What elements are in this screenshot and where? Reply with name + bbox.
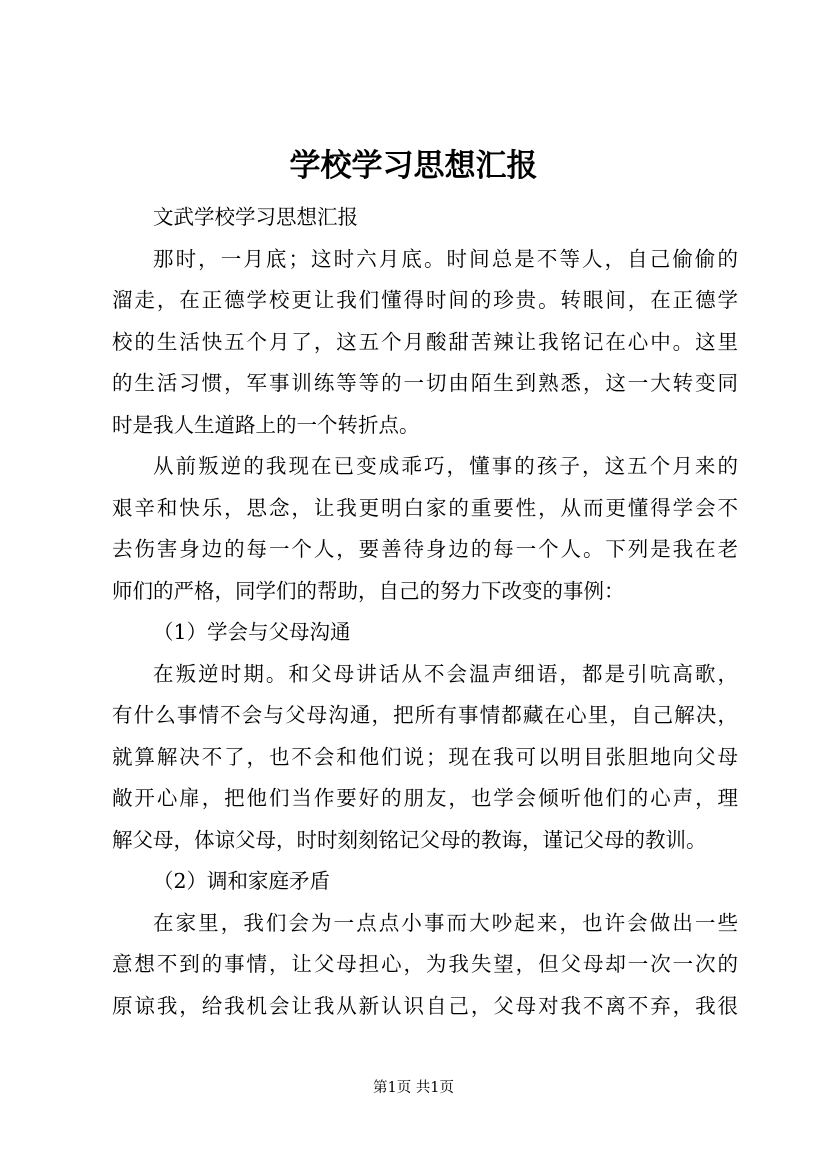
- paragraph-line: 就算解决不了，也不会和他们说；现在我可以明目张胆地向父母: [112, 744, 738, 769]
- section-heading-2: （2）调和家庭矛盾: [153, 869, 331, 893]
- document-title: 学校学习思想汇报: [289, 148, 538, 184]
- paragraph-line: 敞开心扉，把他们当作要好的朋友，也学会倾听他们的心声，理: [112, 786, 738, 810]
- paragraph-line: 那时，一月底；这时六月底。时间总是不等人，自己偷偷的: [153, 246, 738, 271]
- paragraph-line: 在家里，我们会为一点点小事而大吵起来，也许会做出一些: [153, 910, 738, 935]
- paragraph-line: 的生活习惯，军事训练等等的一切由陌生到熟悉，这一大转变同: [112, 371, 738, 395]
- paragraph-line: 有什么事情不会与父母沟通，把所有事情都藏在心里，自己解决，: [112, 703, 738, 727]
- paragraph-1: [112, 239, 738, 447]
- paragraph-line: 校的生活快五个月了，这五个月酸甜苦辣让我铭记在心中。这里: [112, 329, 738, 354]
- paragraph-line: 溜走，在正德学校更让我们懂得时间的珍贵。转眼间，在正德学: [112, 288, 738, 312]
- paragraph-line: 艰辛和快乐，思念，让我更明白家的重要性，从而更懂得学会不: [112, 495, 738, 520]
- section-heading-1: （1）学会与父母沟通: [153, 620, 351, 644]
- paragraph-line: 从前叛逆的我现在已变成乖巧，懂事的孩子，这五个月来的: [153, 454, 738, 478]
- paragraph-line: 解父母，体谅父母，时时刻刻铭记父母的教诲，谨记父母的教训。: [112, 827, 707, 852]
- paragraph-line: 原谅我，给我机会让我从新认识自己，父母对我不离不弃，我很: [112, 993, 738, 1018]
- section-2-paragraph: [112, 903, 738, 1028]
- page-footer: 第1页 共1页: [372, 1080, 455, 1096]
- paragraph-line: 去伤害身边的每一个人，要善待身边的每一个人。下列是我在老: [112, 537, 738, 561]
- document-subtitle: 文武学校学习思想汇报: [153, 205, 358, 229]
- paragraph-2: [112, 446, 738, 612]
- paragraph-line: 在叛逆时期。和父母讲话从不会温声细语，都是引吭高歌，: [153, 661, 738, 686]
- section-1-paragraph: [112, 654, 738, 862]
- paragraph-line: 意想不到的事情，让父母担心，为我失望，但父母却一次一次的: [112, 952, 738, 976]
- paragraph-line: 师们的严格，同学们的帮助，自己的努力下改变的事例：: [112, 578, 625, 603]
- document-body: [112, 197, 738, 1027]
- paragraph-line: 时是我人生道路上的一个转折点。: [112, 412, 420, 437]
